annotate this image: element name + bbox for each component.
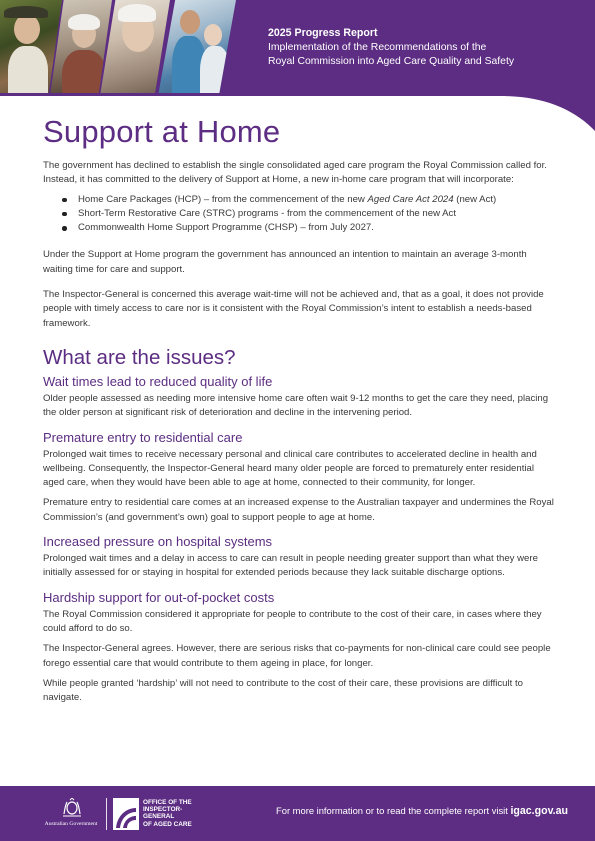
wait-times-paragraph: Older people assessed as needing more intensive home care often wait 9-12 months to get the care they need, placing the older person at significant risk of deterioration and decline in the intervening period. xyxy=(43,392,549,419)
wait-times-heading: Wait times lead to reduced quality of life xyxy=(43,373,273,389)
header-photo-strip xyxy=(0,0,236,96)
waiting-time-paragraph: Under the Support at Home program the government has announced an intention to maintain an average 3-month waiting time for care and support. xyxy=(43,249,527,275)
report-meta xyxy=(268,26,514,70)
page-title: Support at Home xyxy=(43,114,281,149)
list-item: Commonwealth Home Support Programme (CHSP) – from July 2027. xyxy=(62,221,555,235)
premature-entry-paragraph-1: Prolonged wait times to receive necessary personal and clinical care contributes to accelerated decline in health and wellbeing. Consequently, the Inspector-General heard many older people are forced to prematurely enter residential aged care, when they would have been able to age at home, connected to their community, for longer. xyxy=(43,448,537,489)
coat-of-arms-icon xyxy=(61,798,83,818)
igac-logo-mark-icon xyxy=(113,798,139,830)
premature-entry-paragraph-2: Premature entry to residential care comes at an increased expense to the Australian taxpayer and undermines the Royal Commission’s (and government’s own) goal to support people to age at home. xyxy=(43,497,554,523)
hospital-pressure-paragraph: Prolonged wait times and a delay in access to care can result in people needing greater support than what they were initially assessed for or staying in hospital for extended periods because they lack suitable discharge options. xyxy=(43,553,538,579)
report-subtitle-line1: Implementation of the Recommendations of the xyxy=(268,41,487,53)
hardship-paragraph-3: While people granted ‘hardship’ will not need to contribute to the cost of their care, these provisions are difficult to navigate. xyxy=(43,677,523,704)
hospital-pressure-heading: Increased pressure on hospital systems xyxy=(43,534,273,550)
concern-paragraph: The Inspector-General is concerned this average wait-time will not be achieved and, that as a goal, it does not provide people with timely access to care nor is it consistent with the Royal Commission’s intent to establish a needs-based framework. xyxy=(43,289,544,329)
photo-carer-with-older-man xyxy=(158,0,236,96)
program-list xyxy=(62,193,555,236)
list-item: Short-Term Restorative Care (STRC) programs - from the commencement of the new Act xyxy=(62,207,555,221)
list-item: Home Care Packages (HCP) – from the commencement of the new Aged Care Act 2024 (new Act) xyxy=(62,193,555,207)
footer-cta-text: For more information or to read the complete report visit xyxy=(276,805,511,816)
main-content xyxy=(43,112,555,705)
issues-heading: What are the issues? xyxy=(43,345,236,369)
hardship-paragraph-1: The Royal Commission considered it appropriate for people to contribute to the cost of their care, in cases where they could afford to do so. xyxy=(43,608,542,634)
intro-paragraph: The government has declined to establish the single consolidated aged care program the Royal Commission called for. Instead, it has committed to the delivery of Support at Home, a new in-home care program that will incorporate: xyxy=(43,160,547,186)
website-link[interactable]: igac.gov.au xyxy=(510,805,568,817)
australian-government-logo xyxy=(36,798,106,832)
igac-logo-text: OFFICE OF THE INSPECTOR- GENERAL OF AGED CARE xyxy=(143,799,192,828)
logo-divider xyxy=(106,798,107,830)
hardship-paragraph-2: The Inspector-General agrees. However, there are serious risks that co-payments for non-clinical care could see people forego essential care that would contribute to them ageing in place, for longer. xyxy=(43,643,551,669)
premature-entry-heading: Premature entry to residential care xyxy=(43,429,243,445)
header-banner xyxy=(0,0,595,96)
photo-older-woman-smiling xyxy=(100,0,170,96)
australian-government-label: Australian Government xyxy=(44,821,98,827)
hardship-heading: Hardship support for out-of-pocket costs xyxy=(43,589,275,605)
footer-cta xyxy=(276,805,568,817)
report-subtitle-line2: Royal Commission into Aged Care Quality and Safety xyxy=(268,56,515,67)
report-title: 2025 Progress Report xyxy=(268,27,378,39)
